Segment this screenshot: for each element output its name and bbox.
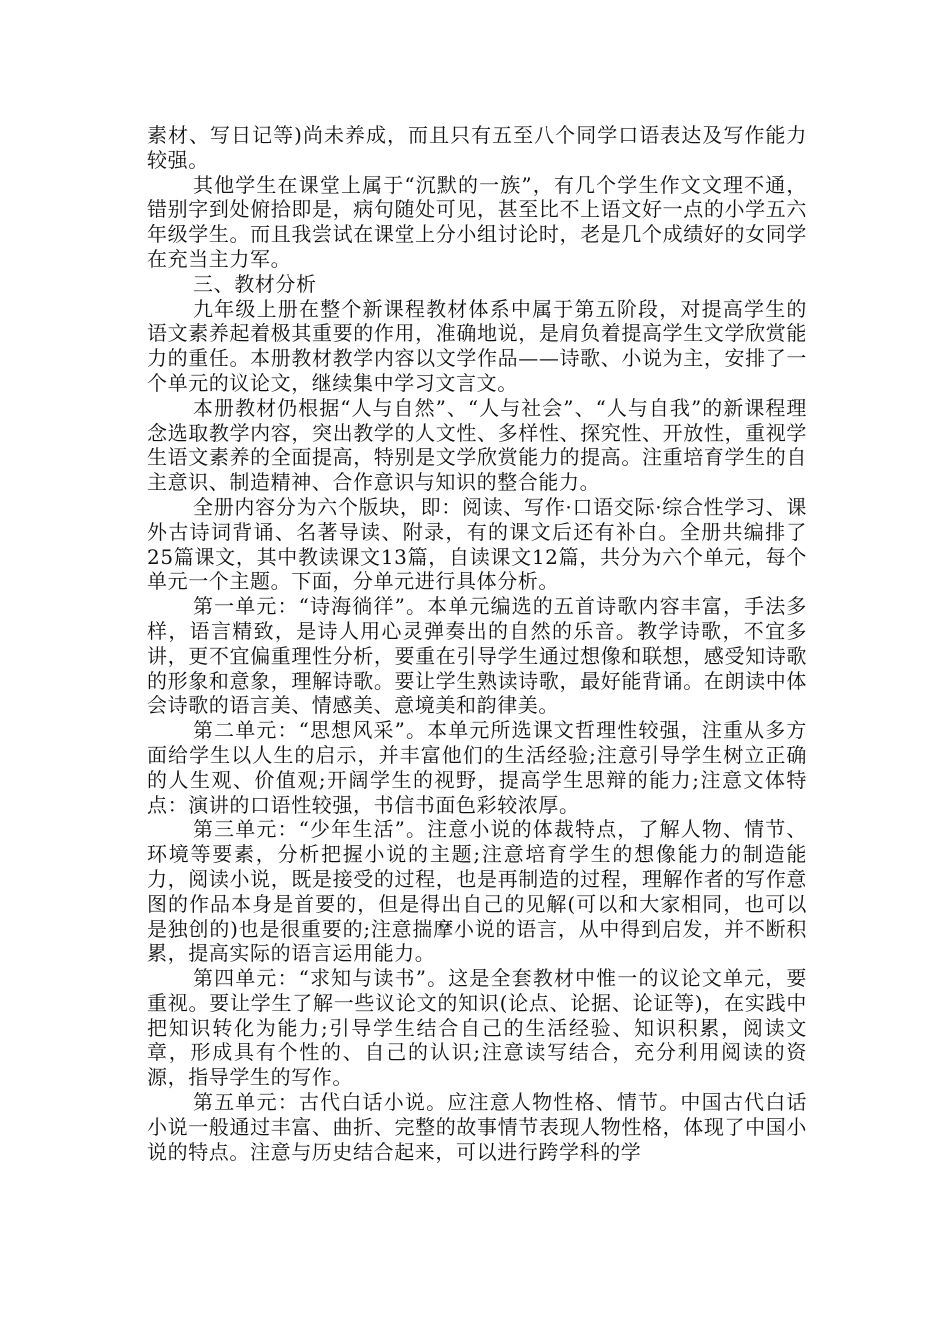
paragraph: 其他学生在课堂上属于“沉默的一族”，有几个学生作文文理不通，错别字到处俯拾即是，病句随处可见，甚至比不上语文好一点的小学五六年级学生。而且我尝试在课堂上分小组讨论时，老是几个成绩好的女同学在充当主力军。: [147, 172, 807, 271]
paragraph: 第四单元：“求知与读书”。这是全套教材中惟一的议论文单元，要重视。要让学生了解一些议论文的知识(论点、论据、论证等)，在实践中把知识转化为能力;引导学生结合自己的生活经验、知识积累，阅读文章，形成具有个性的、自己的认识;注意读写结合，充分利用阅读的资源，指导学生的写作。: [147, 966, 807, 1090]
paragraph: 第一单元：“诗海徜徉”。本单元编选的五首诗歌内容丰富，手法多样，语言精致，是诗人用心灵弹奏出的自然的乐音。教学诗歌，不宜多讲，更不宜偏重理性分析，要重在引导学生通过想像和联想，感受知诗歌的形象和意象，理解诗歌。要让学生熟读诗歌，最好能背诵。在朗读中体会诗歌的语言美、情感美、意境美和韵律美。: [147, 594, 807, 718]
paragraph: 第三单元：“少年生活”。注意小说的体裁特点，了解人物、情节、环境等要素，分析把握小说的主题;注意培育学生的想像能力的制造能力，阅读小说，既是接受的过程，也是再制造的过程，理解作者的写作意图的作品本身是首要的，但是得出自己的见解(可以和大家相同，也可以是独创的)也是很重要的;注意揣摩小说的语言，从中得到启发，并不断积累，提高实际的语言运用能力。: [147, 817, 807, 966]
paragraph: 第五单元：古代白话小说。应注意人物性格、情节。中国古代白话小说一般通过丰富、曲折、完整的故事情节表现人物性格，体现了中国小说的特点。注意与历史结合起来，可以进行跨学科的学: [147, 1090, 807, 1164]
paragraph: 第二单元：“思想风采”。本单元所选课文哲理性较强，注重从多方面给学生以人生的启示，并丰富他们的生活经验;注意引导学生树立正确的人生观、价值观;开阔学生的视野，提高学生思辩的能力;注意文体特点：演讲的口语性较强，书信书面色彩较浓厚。: [147, 718, 807, 817]
paragraph: 素材、写日记等)尚未养成，而且只有五至八个同学口语表达及写作能力较强。: [147, 123, 807, 172]
document-body: [147, 123, 807, 1164]
section-heading: 三、教材分析: [193, 271, 317, 296]
paragraph: 全册内容分为六个版块，即：阅读、写作·口语交际·综合性学习、课外古诗词背诵、名著导读、附录，有的课文后还有补白。全册共编排了25篇课文，其中教读课文13篇，自读课文12篇，共分为六个单元，每个单元一个主题。下面，分单元进行具体分析。: [147, 494, 807, 594]
paragraph: 九年级上册在整个新课程教材体系中属于第五阶段，对提高学生的语文素养起着极其重要的作用，准确地说，是肩负着提高学生文学欣赏能力的重任。本册教材教学内容以文学作品——诗歌、小说为主，安排了一个单元的议论文，继续集中学习文言文。: [147, 296, 807, 395]
paragraph: 本册教材仍根据“人与自然”、“人与社会”、“人与自我”的新课程理念选取教学内容，突出教学的人文性、多样性、探究性、开放性，重视学生语文素养的全面提高，特别是文学欣赏能力的提高。注重培育学生的自主意识、制造精神、合作意识与知识的整合能力。: [147, 395, 807, 495]
